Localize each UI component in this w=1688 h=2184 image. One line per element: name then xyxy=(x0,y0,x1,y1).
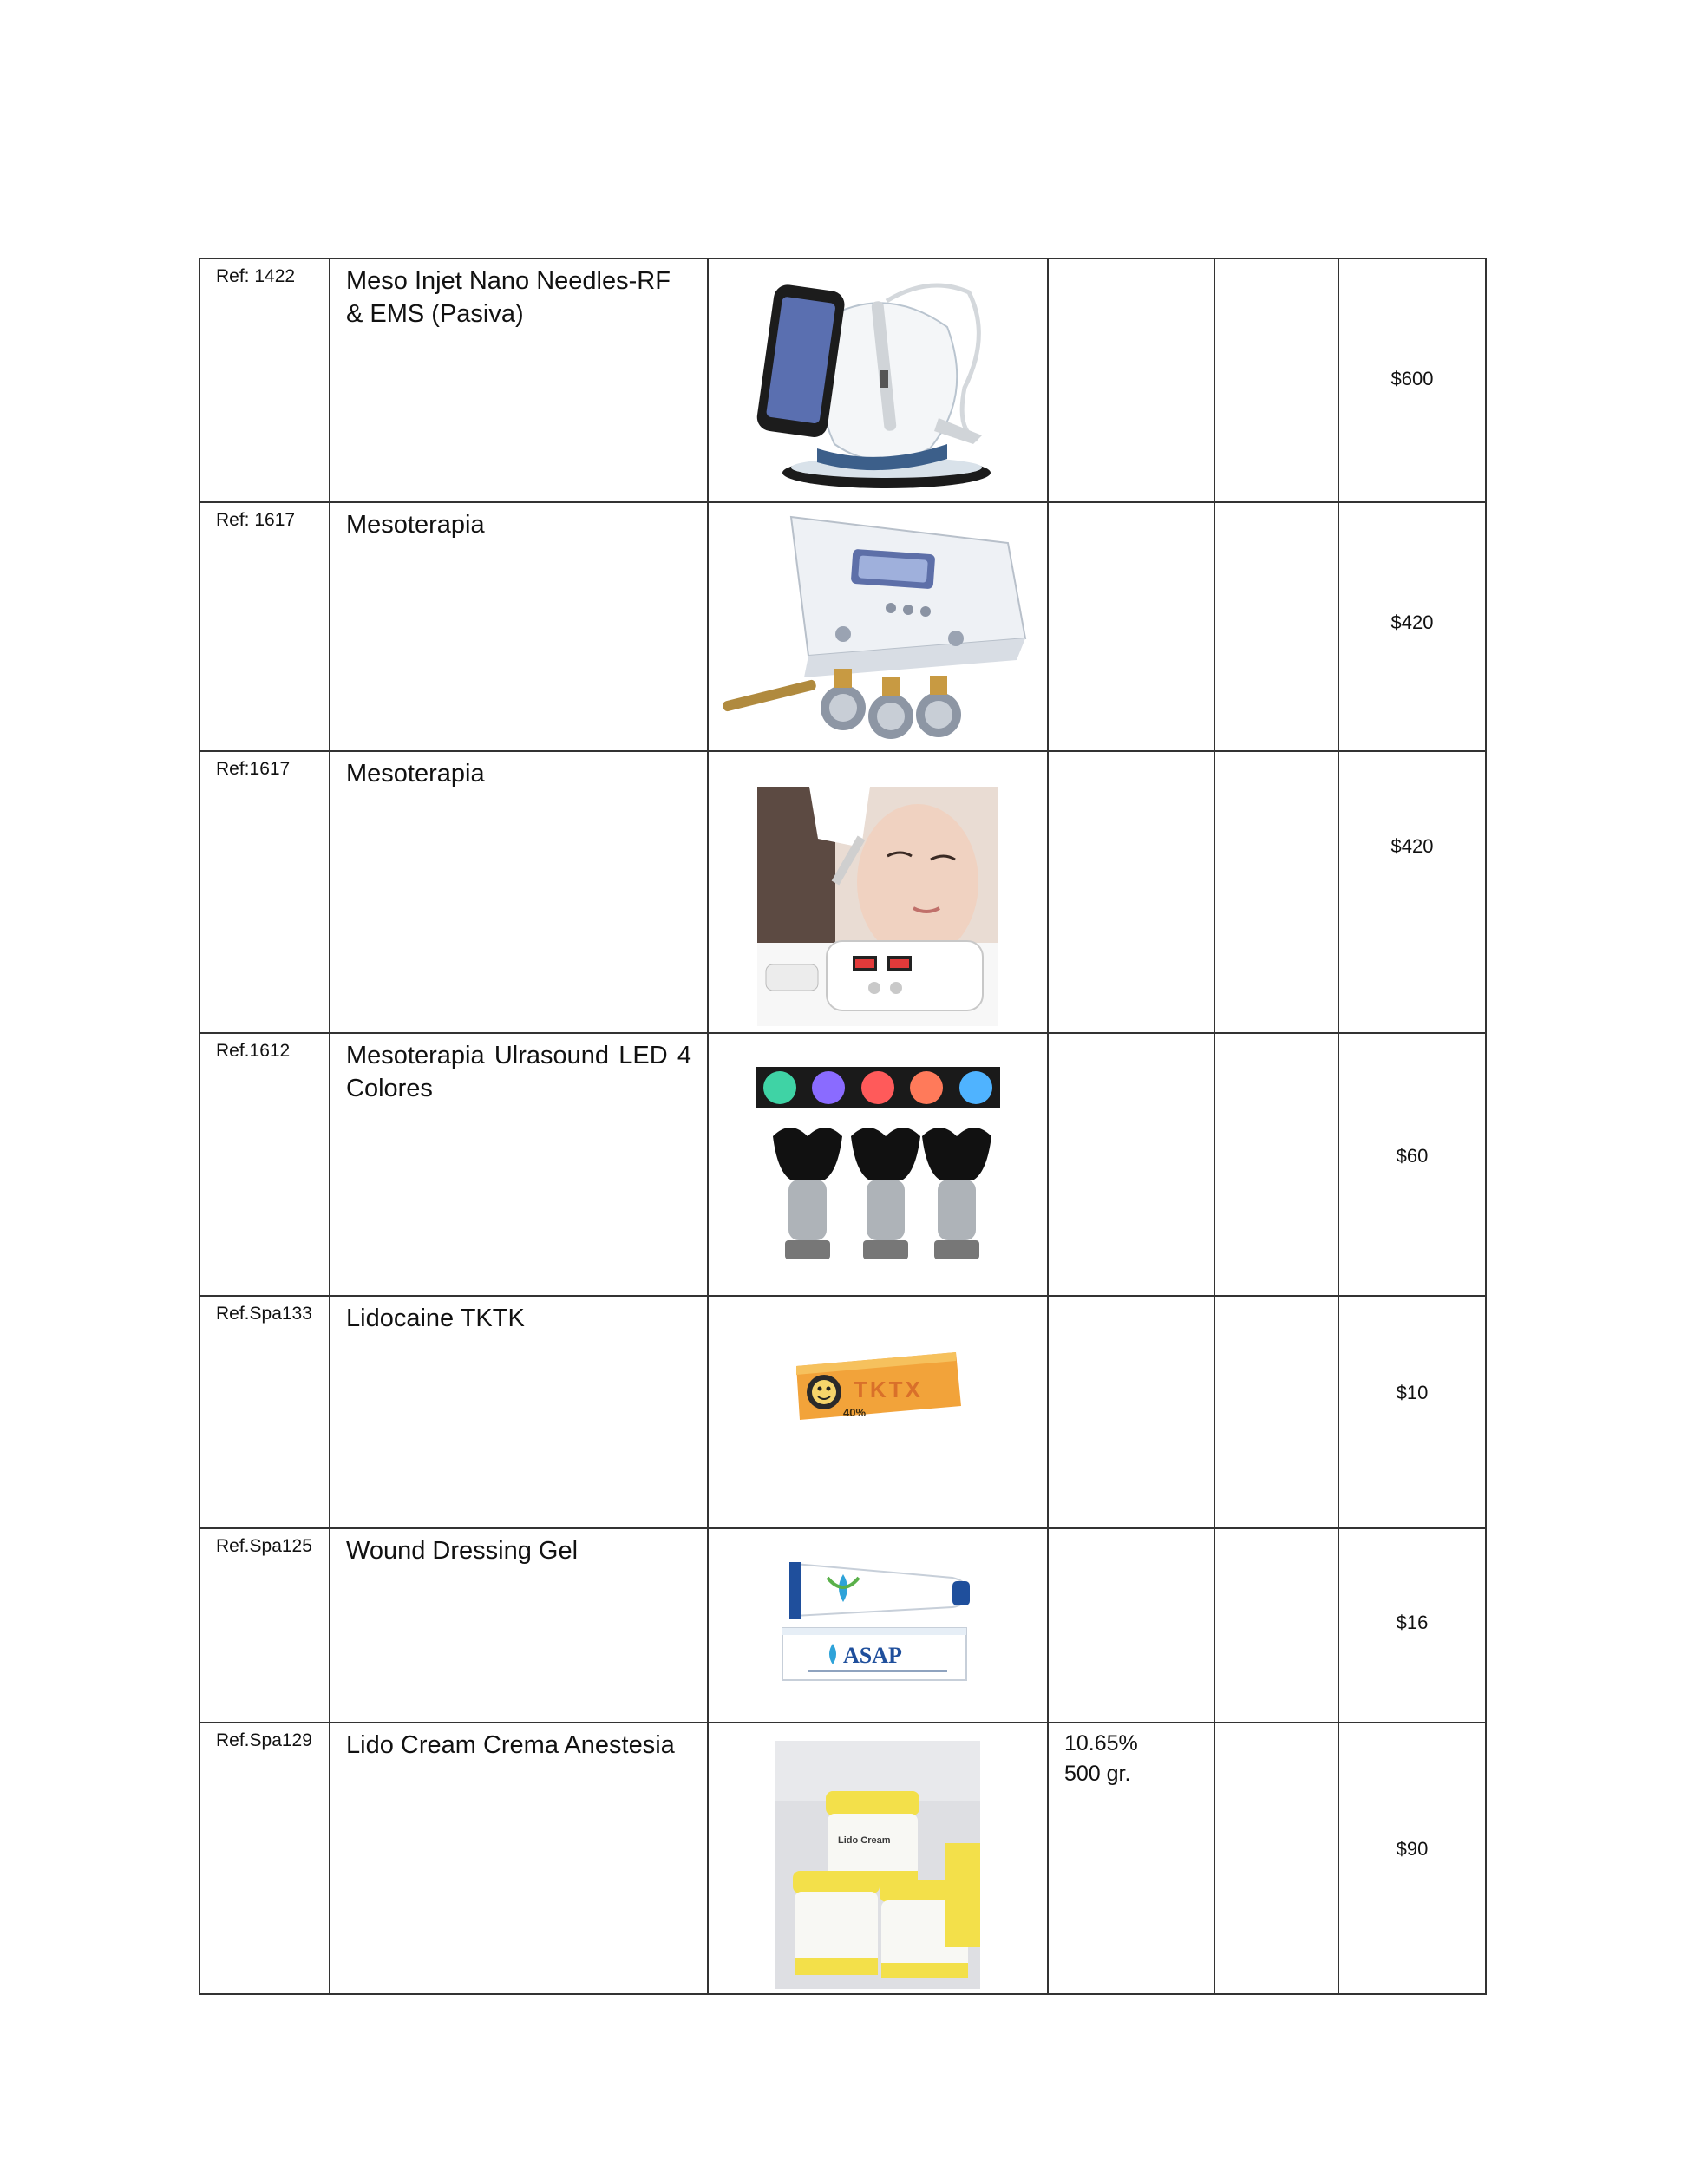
price-cell xyxy=(1338,751,1486,1033)
name-cell xyxy=(330,1528,708,1723)
product-extra xyxy=(1215,752,1338,757)
spec-cell xyxy=(1048,1723,1214,1994)
product-spec xyxy=(1049,1034,1214,1039)
product-ref: Ref.1612 xyxy=(216,1041,291,1061)
extra-cell xyxy=(1214,1723,1338,1994)
product-extra xyxy=(1215,1297,1338,1302)
product-spec xyxy=(1049,1297,1214,1302)
meso-injet-device-image xyxy=(748,266,1008,494)
spec-cell xyxy=(1048,1296,1214,1528)
product-name: Mesoterapia xyxy=(346,511,485,539)
product-ref: Ref.Spa133 xyxy=(216,1304,312,1324)
ref-cell xyxy=(200,1296,330,1528)
tktx-brand-text: TKTX xyxy=(854,1376,923,1403)
name-cell xyxy=(330,1723,708,1994)
product-name: Wound Dressing Gel xyxy=(346,1537,579,1565)
product-price: $16 xyxy=(1396,1612,1429,1633)
product-extra xyxy=(1215,1529,1338,1534)
product-price: $420 xyxy=(1390,835,1434,857)
product-ref: Ref.Spa129 xyxy=(216,1730,312,1750)
mesotherapy-machine-image xyxy=(713,508,1043,744)
product-price: $10 xyxy=(1396,1382,1429,1403)
image-cell xyxy=(708,258,1048,502)
product-ref: Ref: 1422 xyxy=(216,266,296,286)
extra-cell xyxy=(1214,258,1338,502)
spec-cell xyxy=(1048,1528,1214,1723)
product-spec: 10.65% 500 gr. xyxy=(1064,1731,1138,1786)
image-cell xyxy=(708,502,1048,751)
product-price-table xyxy=(199,258,1487,1995)
facial-treatment-photo xyxy=(757,787,998,1026)
product-price: $600 xyxy=(1390,368,1434,389)
product-name: Lido Cream Crema Anestesia xyxy=(346,1731,675,1759)
image-cell xyxy=(708,1033,1048,1296)
image-cell xyxy=(708,1723,1048,1994)
ref-cell xyxy=(200,1723,330,1994)
product-spec xyxy=(1049,259,1214,265)
table-row xyxy=(200,258,1486,502)
lido-label-text: Lido Cream xyxy=(838,1835,891,1846)
name-cell xyxy=(330,258,708,502)
price-cell xyxy=(1338,1296,1486,1528)
table-row xyxy=(200,1723,1486,1994)
ref-cell xyxy=(200,1033,330,1296)
image-cell xyxy=(708,1528,1048,1723)
ref-cell xyxy=(200,502,330,751)
name-cell xyxy=(330,1296,708,1528)
product-name: Mesoterapia Ulrasound LED 4 Colores xyxy=(346,1042,691,1102)
spec-cell xyxy=(1048,502,1214,751)
price-cell xyxy=(1338,502,1486,751)
table-row xyxy=(200,502,1486,751)
image-cell xyxy=(708,751,1048,1033)
product-price: $420 xyxy=(1390,611,1434,633)
product-ref: Ref: 1617 xyxy=(216,510,296,530)
spec-cell xyxy=(1048,751,1214,1033)
name-cell xyxy=(330,751,708,1033)
product-price: $60 xyxy=(1396,1145,1429,1167)
image-cell xyxy=(708,1296,1048,1528)
led-ultrasound-heads-image xyxy=(756,1067,1000,1266)
product-name: Meso Injet Nano Needles-RF & EMS (Pasiva) xyxy=(346,267,671,328)
ref-cell xyxy=(200,258,330,502)
product-extra xyxy=(1215,503,1338,508)
extra-cell xyxy=(1214,751,1338,1033)
product-extra xyxy=(1215,1034,1338,1039)
ref-cell xyxy=(200,1528,330,1723)
product-extra xyxy=(1215,1723,1338,1729)
extra-cell xyxy=(1214,1296,1338,1528)
price-cell xyxy=(1338,258,1486,502)
tktx-percent-text: 40% xyxy=(843,1406,867,1419)
product-spec xyxy=(1049,1529,1214,1534)
name-cell xyxy=(330,1033,708,1296)
price-cell xyxy=(1338,1528,1486,1723)
price-cell xyxy=(1338,1033,1486,1296)
product-price: $90 xyxy=(1396,1838,1429,1860)
table-row xyxy=(200,1528,1486,1723)
product-name: Mesoterapia xyxy=(346,760,485,788)
lido-cream-jars-image xyxy=(775,1741,980,1989)
extra-cell xyxy=(1214,1033,1338,1296)
asap-brand-text: ASAP xyxy=(843,1643,902,1668)
table-row xyxy=(200,1296,1486,1528)
price-cell xyxy=(1338,1723,1486,1994)
product-ref: Ref:1617 xyxy=(216,759,291,779)
extra-cell xyxy=(1214,502,1338,751)
product-name: Lidocaine TKTK xyxy=(346,1305,525,1332)
spec-cell xyxy=(1048,1033,1214,1296)
product-extra xyxy=(1215,259,1338,265)
product-ref: Ref.Spa125 xyxy=(216,1536,312,1556)
table-row xyxy=(200,751,1486,1033)
product-spec xyxy=(1049,752,1214,757)
name-cell xyxy=(330,502,708,751)
tktx-cream-box-image xyxy=(791,1349,965,1423)
product-spec xyxy=(1049,503,1214,508)
ref-cell xyxy=(200,751,330,1033)
extra-cell xyxy=(1214,1528,1338,1723)
table-row xyxy=(200,1033,1486,1296)
spec-cell xyxy=(1048,258,1214,502)
asap-gel-tube-image xyxy=(782,1562,973,1682)
